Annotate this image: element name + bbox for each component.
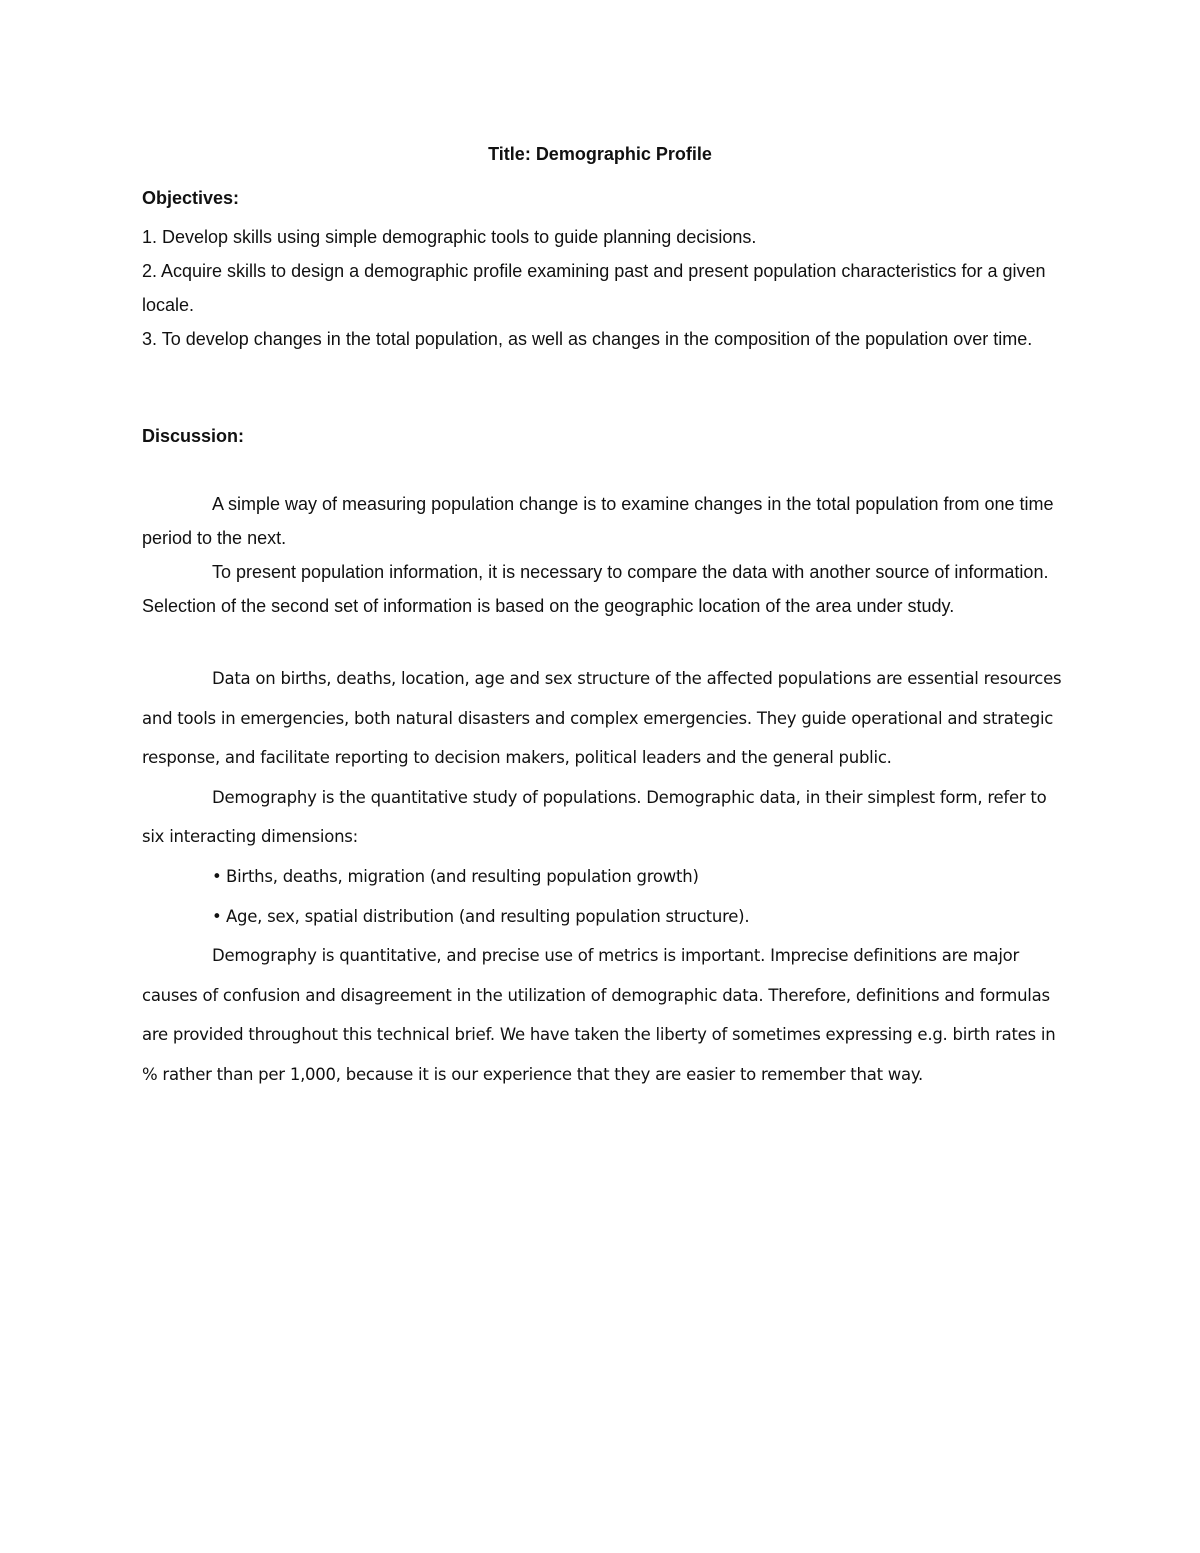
- objectives-heading: Objectives:: [142, 188, 240, 208]
- discussion-paragraph: To present population information, it is necessary to compare the data with another source of information. Selection of the second set of information is based on the geographic location of the area under study.: [142, 562, 1049, 616]
- objectives-list: [142, 220, 1072, 356]
- objective-item: 2. Acquire skills to design a demographic profile examining past and present population characteristics for a given locale.: [142, 261, 1046, 315]
- dimensions-list: [142, 857, 1072, 936]
- discussion-heading: Discussion:: [142, 426, 245, 446]
- discussion-body: [142, 659, 1072, 1095]
- page-title: Title: Demographic Profile: [488, 144, 712, 164]
- bullet-icon: •: [212, 906, 222, 926]
- list-item: [212, 857, 1072, 897]
- discussion-paragraph: A simple way of measuring population change is to examine changes in the total population from one time period to the next.: [142, 494, 1054, 548]
- closing-paragraph: Demography is quantitative, and precise use of metrics is important. Imprecise definitions are major causes of confusion and disagreement in the utilization of demographic data. Therefore, definitions and formulas are provided throughout this technical brief. We have taken the liberty of sometimes expressing e.g. birth rates in % rather than per 1,000, because it is our experience that they are easier to remember that way.: [142, 946, 1056, 1084]
- discussion-paragraph: Demography is the quantitative study of populations. Demographic data, in their simplest form, refer to six interacting dimensions:: [142, 787, 1047, 847]
- discussion-intro: [142, 487, 1072, 623]
- objective-item: 1. Develop skills using simple demographic tools to guide planning decisions.: [142, 227, 757, 247]
- discussion-paragraph: Data on births, deaths, location, age and sex structure of the affected populations are essential resources and tools in emergencies, both natural disasters and complex emergencies. They guide operational and strategic response, and facilitate reporting to decision makers, political leaders and the general public.: [142, 669, 1062, 768]
- list-item-text: Age, sex, spatial distribution (and resulting population structure).: [226, 906, 750, 926]
- objective-item: 3. To develop changes in the total population, as well as changes in the composition of the population over time.: [142, 329, 1033, 349]
- list-item: [212, 897, 1072, 937]
- list-item-text: Births, deaths, migration (and resulting population growth): [226, 866, 699, 886]
- bullet-icon: •: [212, 866, 222, 886]
